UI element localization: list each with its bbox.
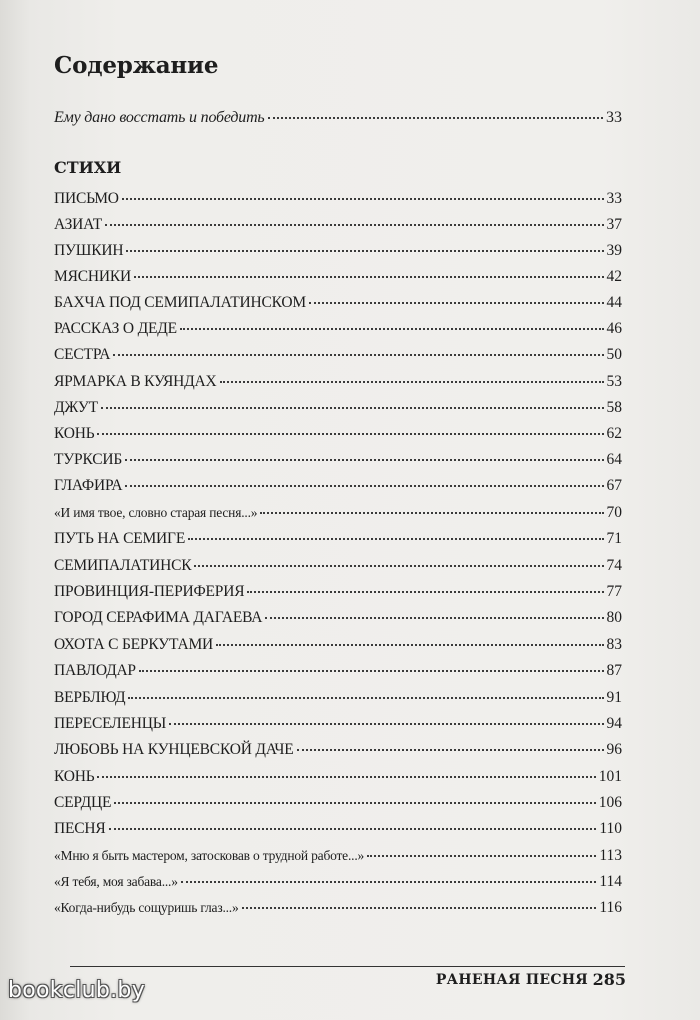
- dot-leader: [134, 276, 604, 278]
- dot-leader: [242, 907, 597, 909]
- toc-entry-title: БАХЧА ПОД СЕМИПАЛАТИНСКОМ: [54, 294, 306, 311]
- toc-entry-page: 106: [598, 794, 622, 811]
- toc-entry-title: ТУРКСИБ: [54, 451, 123, 468]
- toc-entry-title: ПИСЬМО: [54, 190, 119, 207]
- dot-leader: [260, 512, 603, 514]
- page-number: 285: [592, 970, 626, 989]
- toc-entry-title: АЗИАТ: [54, 216, 103, 233]
- toc-entry-page: 64: [606, 451, 622, 468]
- toc-entry[interactable]: [54, 714, 622, 734]
- toc-entry[interactable]: [54, 372, 622, 392]
- footer-rule: [70, 966, 625, 967]
- running-head: РАНЕНАЯ ПЕСНЯ: [435, 972, 588, 988]
- toc-entry-page: 91: [606, 689, 622, 706]
- dot-leader: [113, 354, 603, 356]
- toc-entry-page: 113: [599, 847, 622, 864]
- dot-leader: [247, 591, 603, 593]
- toc-entry[interactable]: [54, 767, 622, 787]
- toc-entry[interactable]: [54, 582, 622, 602]
- toc-entry-title: «Когда-нибудь сощуришь глаз...»: [54, 900, 239, 915]
- toc-entry-page: 116: [599, 899, 622, 916]
- toc-entry-page: 33: [606, 190, 622, 207]
- dot-leader: [216, 644, 603, 646]
- toc-entry-page: 71: [606, 530, 622, 547]
- toc-entry-title: ПУТЬ НА СЕМИГЕ: [54, 530, 186, 547]
- dot-leader: [268, 117, 603, 119]
- toc-entry[interactable]: [54, 529, 622, 549]
- toc-entry[interactable]: [54, 872, 622, 892]
- toc-entry[interactable]: [54, 319, 622, 339]
- dot-leader: [126, 250, 603, 252]
- toc-entry-title: РАССКАЗ О ДЕДЕ: [54, 320, 177, 337]
- dot-leader: [122, 198, 604, 200]
- toc-entry[interactable]: [54, 189, 622, 209]
- toc-entry-page: 50: [606, 346, 622, 363]
- toc-entry[interactable]: [54, 450, 622, 470]
- dot-leader: [194, 565, 603, 567]
- toc-entry[interactable]: [54, 267, 622, 287]
- toc-entry-title: ПАВЛОДАР: [54, 662, 136, 679]
- toc-entry-page: 62: [606, 425, 622, 442]
- toc-entry-title: «И имя твое, словно старая песня...»: [54, 505, 258, 520]
- toc-entry-page: 58: [606, 399, 622, 416]
- toc-entry-title: «Мню я быть мастером, затосковав о трудной работе...»: [54, 848, 365, 863]
- dot-leader: [139, 670, 604, 672]
- dot-leader: [109, 828, 597, 830]
- toc-entry-title: СЕСТРА: [54, 346, 111, 363]
- toc-entry-title: ПЕРЕСЕЛЕНЦЫ: [54, 715, 167, 732]
- toc-entry-page: 96: [606, 741, 622, 758]
- dot-leader: [220, 381, 604, 383]
- toc-entry-page: 46: [606, 320, 622, 337]
- toc-entry-title: ДЖУТ: [54, 399, 98, 416]
- toc-entry-page: 87: [606, 662, 622, 679]
- toc-entry[interactable]: [54, 215, 622, 235]
- toc-entry[interactable]: [54, 819, 622, 839]
- toc-entry-title: КОНЬ: [54, 425, 95, 442]
- toc-entry[interactable]: [54, 661, 622, 681]
- toc-entry-page: 70: [606, 504, 622, 521]
- toc-entry-page: 80: [606, 609, 622, 626]
- toc-entry-page: 44: [606, 294, 622, 311]
- toc-entry-title: Ему дано восстать и победить: [54, 109, 265, 126]
- toc-entry-title: ОХОТА С БЕРКУТАМИ: [54, 636, 214, 653]
- toc-entry-title: ВЕРБЛЮД: [54, 689, 126, 706]
- toc-entry[interactable]: [54, 740, 622, 760]
- dot-leader: [265, 617, 603, 619]
- dot-leader: [180, 328, 604, 330]
- toc-entry[interactable]: [54, 898, 622, 918]
- toc-entry-page: 37: [606, 216, 622, 233]
- dot-leader: [97, 433, 603, 435]
- toc-entry[interactable]: [54, 608, 622, 628]
- dot-leader: [101, 407, 604, 409]
- toc-entry[interactable]: [54, 476, 622, 496]
- toc-entry-page: 53: [606, 373, 622, 390]
- toc-entry-title: ПУШКИН: [54, 242, 124, 259]
- toc-entry[interactable]: [54, 846, 622, 866]
- toc-entry-title: ГЛАФИРА: [54, 477, 123, 494]
- toc-entry-page: 42: [606, 268, 622, 285]
- toc-entry-page: 67: [606, 477, 622, 494]
- dot-leader: [169, 723, 603, 725]
- toc-entry-title: ЯРМАРКА В КУЯНДАХ: [54, 373, 217, 390]
- toc-entry-page: 110: [599, 820, 622, 837]
- toc-entry-page: 74: [606, 557, 622, 574]
- toc-entry-title: ПРОВИНЦИЯ-ПЕРИФЕРИЯ: [54, 583, 245, 600]
- toc-entry[interactable]: [54, 793, 622, 813]
- toc-entry-title: МЯСНИКИ: [54, 268, 131, 285]
- section-title: СТИХИ: [54, 158, 122, 177]
- toc-entry-title: ЛЮБОВЬ НА КУНЦЕВСКОЙ ДАЧЕ: [54, 741, 294, 758]
- toc-entry[interactable]: [54, 398, 622, 418]
- toc-entry-title: СЕМИПАЛАТИНСК: [54, 557, 192, 574]
- toc-entry-page: 39: [606, 242, 622, 259]
- toc-entry-title: КОНЬ: [54, 768, 95, 785]
- toc-entry-title: «Я тебя, моя забава...»: [54, 874, 178, 889]
- toc-entry[interactable]: [54, 345, 622, 365]
- dot-leader: [128, 697, 603, 699]
- toc-entry-page: 94: [606, 715, 622, 732]
- toc-entry[interactable]: [54, 503, 622, 523]
- toc-entry[interactable]: [54, 556, 622, 576]
- dot-leader: [181, 881, 597, 883]
- toc-entry-page: 114: [599, 873, 622, 890]
- toc-entry[interactable]: [54, 241, 622, 261]
- contents-heading: Содержание: [54, 52, 219, 79]
- toc-entry[interactable]: [54, 635, 622, 655]
- toc-entry-intro[interactable]: [54, 108, 622, 128]
- toc-entry-page: 33: [606, 109, 622, 126]
- dot-leader: [114, 802, 595, 804]
- dot-leader: [105, 224, 603, 226]
- toc-entry-page: 101: [598, 768, 622, 785]
- dot-leader: [188, 538, 603, 540]
- toc-entry[interactable]: [54, 293, 622, 313]
- toc-entry-page: 77: [606, 583, 622, 600]
- dot-leader: [125, 459, 603, 461]
- dot-leader: [367, 855, 596, 857]
- toc-entry-title: ПЕСНЯ: [54, 820, 106, 837]
- toc-entry[interactable]: [54, 424, 622, 444]
- watermark-logo: bookclub.by: [8, 978, 146, 1003]
- toc-entry-title: СЕРДЦЕ: [54, 794, 112, 811]
- toc-entry-title: ГОРОД СЕРАФИМА ДАГАЕВА: [54, 609, 263, 626]
- dot-leader: [309, 302, 604, 304]
- toc-entry[interactable]: [54, 688, 622, 708]
- toc-entry-page: 83: [606, 636, 622, 653]
- dot-leader: [297, 749, 604, 751]
- dot-leader: [97, 776, 595, 778]
- dot-leader: [125, 485, 603, 487]
